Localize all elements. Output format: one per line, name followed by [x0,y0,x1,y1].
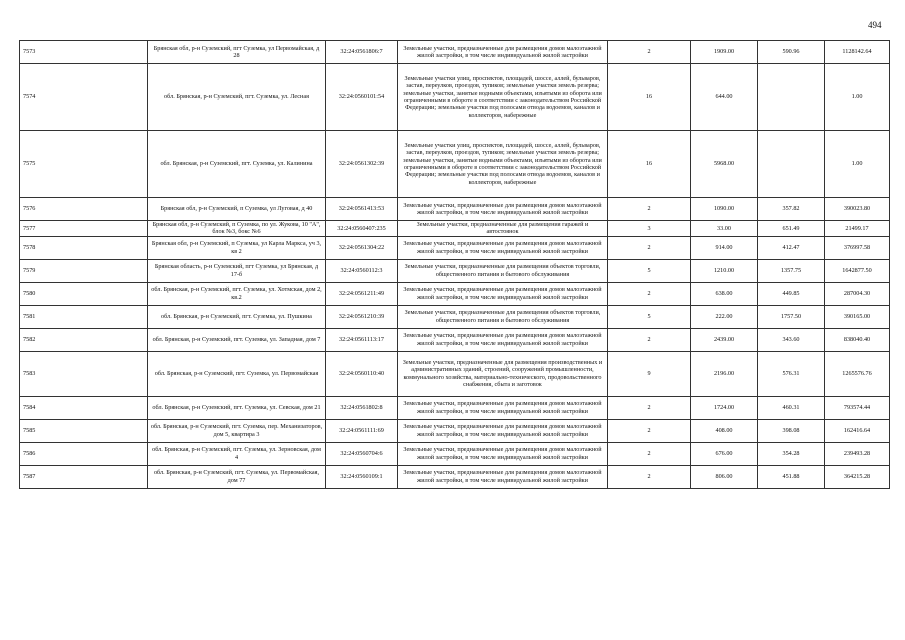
area-cell: 5968.00 [691,131,758,198]
area-cell: 2439.00 [691,328,758,351]
area-cell: 1090.00 [691,198,758,221]
cadastral-number-cell: 32:24:0560704:6 [326,442,398,465]
area-cell: 676.00 [691,442,758,465]
table-row [20,259,890,282]
table-row [20,396,890,419]
row-number: 7582 [20,328,148,351]
row-number: 7585 [20,419,148,442]
cadastral-number-cell: 32:24:0561211:49 [326,282,398,305]
address-cell: Брянская обл, р-н Суземский, п Суземка, по ул. Жукова, 10 "А", блок №3, бокс №6 [148,221,326,237]
specific-value-cell: 1757.50 [758,305,825,328]
land-use-cell: Земельные участки, предназначенные для размещения домов малоэтажной жилой застройки, в том числе индивидуальной жилой застройки [398,328,608,351]
table-row [20,198,890,221]
cadastral-cost-cell: 1642877.50 [825,259,890,282]
address-cell: обл. Брянская, р-н Суземский, пгт. Суземка, ул. Пушкина [148,305,326,328]
cadastral-cost-cell: 390165.00 [825,305,890,328]
address-cell: обл. Брянская, р-н Суземский, пгт. Суземка, ул. Севская, дом 21 [148,396,326,419]
row-number: 7575 [20,131,148,198]
specific-value-cell: 576.31 [758,351,825,396]
table-row [20,282,890,305]
area-cell: 408.00 [691,419,758,442]
group-cell: 5 [608,259,691,282]
land-use-cell: Земельные участки, предназначенные для размещения объектов торговли, общественного питания и бытового обслуживания [398,305,608,328]
group-cell: 3 [608,221,691,237]
specific-value-cell: 651.49 [758,221,825,237]
cadastral-cost-cell: 1.00 [825,131,890,198]
area-cell: 1210.00 [691,259,758,282]
group-cell: 2 [608,419,691,442]
cadastral-number-cell: 32:24:0561413:53 [326,198,398,221]
area-cell: 2196.00 [691,351,758,396]
group-cell: 2 [608,236,691,259]
table-row [20,131,890,198]
cadastral-number-cell: 32:24:0561302:39 [326,131,398,198]
cadastral-number-cell: 32:24:0560109:1 [326,465,398,488]
address-cell: обл. Брянская, р-н Суземский, пгт. Суземка, ул. Калинина [148,131,326,198]
cadastral-cost-cell: 390023.80 [825,198,890,221]
address-cell: обл. Брянская, р-н Суземский, пгт. Суземка, пер. Механизаторов, дом 5, квартира 3 [148,419,326,442]
group-cell: 5 [608,305,691,328]
group-cell: 2 [608,396,691,419]
table-row [20,351,890,396]
specific-value-cell: 343.60 [758,328,825,351]
cadastral-cost-cell: 1265576.76 [825,351,890,396]
group-cell: 9 [608,351,691,396]
land-use-cell: Земельные участки, предназначенные для размещения домов малоэтажной жилой застройки, в том числе индивидуальной жилой застройки [398,465,608,488]
page-number: 494 [868,20,882,30]
specific-value-cell: 1357.75 [758,259,825,282]
specific-value-cell: 460.31 [758,396,825,419]
cadastral-number-cell: 32:24:0561111:69 [326,419,398,442]
land-use-cell: Земельные участки, предназначенные для размещения гаражей и автостоянок [398,221,608,237]
cadastral-number-cell: 32:24:0560110:40 [326,351,398,396]
row-number: 7584 [20,396,148,419]
row-number: 7587 [20,465,148,488]
cadastral-number-cell: 32:24:0561802:8 [326,396,398,419]
cadastral-cost-cell: 1.00 [825,64,890,131]
table-row [20,442,890,465]
land-use-cell: Земельные участки, предназначенные для размещения домов малоэтажной жилой застройки, в том числе индивидуальной жилой застройки [398,282,608,305]
area-cell: 33.00 [691,221,758,237]
area-cell: 914.00 [691,236,758,259]
cadastral-number-cell: 32:24:0561113:17 [326,328,398,351]
specific-value-cell: 357.82 [758,198,825,221]
row-number: 7580 [20,282,148,305]
land-use-cell: Земельные участки, предназначенные для размещения домов малоэтажной жилой застройки, в том числе индивидуальной жилой застройки [398,41,608,64]
cadastral-cost-cell: 376997.58 [825,236,890,259]
land-use-cell: Земельные участки улиц, проспектов, площадей, шоссе, аллей, бульваров, застав, переулков, проездов, тупиков; земельные участки земель резерва; земельные участки, занятые водными объектами, изъятыми из оборота или ограниченными в обороте в соответствии с законодательством Российской Федерации; земельные участки под полосами отвода водоемов, каналов и коллекторов, набережные [398,64,608,131]
specific-value-cell: 354.28 [758,442,825,465]
area-cell: 1724.00 [691,396,758,419]
land-use-cell: Земельные участки, предназначенные для размещения домов малоэтажной жилой застройки, в том числе индивидуальной жилой застройки [398,396,608,419]
group-cell: 2 [608,442,691,465]
specific-value-cell [758,64,825,131]
row-number: 7574 [20,64,148,131]
land-use-cell: Земельные участки, предназначенные для размещения домов малоэтажной жилой застройки, в том числе индивидуальной жилой застройки [398,419,608,442]
table-row [20,328,890,351]
table-row [20,221,890,237]
area-cell: 644.00 [691,64,758,131]
address-cell: Брянская область, р-н Суземский, пгт Суземка, ул Брянская, д 17-б [148,259,326,282]
group-cell: 16 [608,64,691,131]
cadastral-cost-cell: 21499.17 [825,221,890,237]
land-use-cell: Земельные участки улиц, проспектов, площадей, шоссе, аллей, бульваров, застав, переулков, проездов, тупиков; земельные участки земель резерва; земельные участки, занятые водными объектами, изъятыми из оборота или ограниченными в обороте в соответствии с законодательством Российской Федерации; земельные участки под полосами отвода водоемов, каналов и коллекторов, набережные [398,131,608,198]
address-cell: Брянская обл, р-н Суземский, п Суземка, ул Луговая, д 40 [148,198,326,221]
group-cell: 2 [608,198,691,221]
area-cell: 1909.00 [691,41,758,64]
cadastral-number-cell: 32:24:0560112:3 [326,259,398,282]
table-row [20,305,890,328]
table-row [20,41,890,64]
cadastral-cost-cell: 364215.28 [825,465,890,488]
cadastral-number-cell: 32:24:0561806:7 [326,41,398,64]
cadastral-number-cell: 32:24:0560101:54 [326,64,398,131]
row-number: 7583 [20,351,148,396]
group-cell: 16 [608,131,691,198]
table-row [20,64,890,131]
cadastral-number-cell: 32:24:0560407:235 [326,221,398,237]
row-number: 7581 [20,305,148,328]
land-use-cell: Земельные участки, предназначенные для размещения домов малоэтажной жилой застройки, в том числе индивидуальной жилой застройки [398,236,608,259]
group-cell: 2 [608,41,691,64]
address-cell: обл. Брянская, р-н Суземский, пгт. Суземка, ул. Западная, дом 7 [148,328,326,351]
cadastral-cost-cell: 838040.40 [825,328,890,351]
area-cell: 806.00 [691,465,758,488]
address-cell: Брянская обл, р-н Суземский, п Суземка, ул Карла Маркса, уч 3, кв 2 [148,236,326,259]
specific-value-cell: 412.47 [758,236,825,259]
cadastral-cost-cell: 793574.44 [825,396,890,419]
area-cell: 222.00 [691,305,758,328]
group-cell: 2 [608,282,691,305]
group-cell: 2 [608,465,691,488]
cadastral-number-cell: 32:24:0561210:39 [326,305,398,328]
group-cell: 2 [608,328,691,351]
address-cell: обл. Брянская, р-н Суземский, пгт. Суземка, ул. Хотмская, дом 2, кв.2 [148,282,326,305]
row-number: 7576 [20,198,148,221]
address-cell: Брянская обл, р-н Суземский, пгт Суземка, ул Первомайская, д 28 [148,41,326,64]
specific-value-cell: 398.08 [758,419,825,442]
table-row [20,465,890,488]
row-number: 7573 [20,41,148,64]
area-cell: 638.00 [691,282,758,305]
specific-value-cell: 590.96 [758,41,825,64]
specific-value-cell: 449.85 [758,282,825,305]
table-row [20,236,890,259]
specific-value-cell: 451.88 [758,465,825,488]
cadastral-value-table [19,40,890,489]
address-cell: обл. Брянская, р-н Суземский, пгт. Суземка, ул. Лесная [148,64,326,131]
address-cell: обл. Брянская, р-н Суземский, пгт. Суземка, ул. Первомайская, дом 77 [148,465,326,488]
land-use-cell: Земельные участки, предназначенные для размещения производственных и административных зданий, строений, сооружений промышленности, коммунального хозяйства, материально-технического, продовольственного снабжения, сбыта и заготовок [398,351,608,396]
row-number: 7577 [20,221,148,237]
cadastral-cost-cell: 1128142.64 [825,41,890,64]
address-cell: обл. Брянская, р-н Суземский, пгт. Суземка, ул. Первомайская [148,351,326,396]
row-number: 7586 [20,442,148,465]
cadastral-cost-cell: 239493.28 [825,442,890,465]
specific-value-cell [758,131,825,198]
table-row [20,419,890,442]
cadastral-cost-cell: 287004.30 [825,282,890,305]
land-use-cell: Земельные участки, предназначенные для размещения объектов торговли, общественного питания и бытового обслуживания [398,259,608,282]
cadastral-number-cell: 32:24:0561304:22 [326,236,398,259]
address-cell: обл. Брянская, р-н Суземский, пгт. Суземка, ул. Зерновская, дом 4 [148,442,326,465]
land-use-cell: Земельные участки, предназначенные для размещения домов малоэтажной жилой застройки, в том числе индивидуальной жилой застройки [398,442,608,465]
row-number: 7579 [20,259,148,282]
row-number: 7578 [20,236,148,259]
land-use-cell: Земельные участки, предназначенные для размещения домов малоэтажной жилой застройки, в том числе индивидуальной жилой застройки [398,198,608,221]
cadastral-cost-cell: 162416.64 [825,419,890,442]
